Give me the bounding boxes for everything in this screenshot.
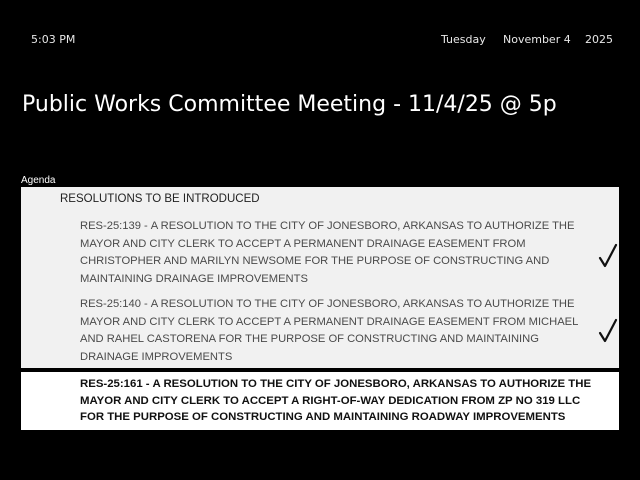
resolution-id: RES-25:161 — [80, 378, 143, 390]
item-separator: - — [143, 220, 148, 232]
current-agenda-item-panel — [21, 372, 619, 430]
clock-time: 5:03 PM — [31, 33, 76, 46]
calendar-date: November 4 — [503, 33, 571, 46]
item-separator: - — [145, 378, 150, 390]
checkmark-icon — [598, 318, 618, 344]
calendar-year: 2025 — [585, 33, 613, 46]
section-heading: RESOLUTIONS TO BE INTRODUCED — [60, 193, 260, 205]
agenda-item[interactable] — [80, 218, 580, 288]
agenda-label: Agenda — [21, 175, 56, 186]
resolution-text: A RESOLUTION TO THE CITY OF JONESBORO, ARKANSAS TO AUTHORIZE THE MAYOR AND CITY CLERK TO ACCEPT A RIGHT-OF-WAY DEDICATION FROM ZP NO 319 LLC FOR THE PURPOSE OF CONSTRUCTING AND MAINTAINING ROADWAY IMPROVEMENTS — [80, 378, 592, 423]
resolution-id: RES-25:140 — [80, 298, 141, 310]
item-separator: - — [143, 298, 148, 310]
resolution-text: A RESOLUTION TO THE CITY OF JONESBORO, ARKANSAS TO AUTHORIZE THE MAYOR AND CITY CLERK TO ACCEPT A PERMANENT DRAINAGE EASEMENT FROM CHRISTOPHER AND MARILYN NEWSOME FOR THE PURPOSE OF CONSTRUCTING AND MAINTAINING DRAINAGE IMPROVEMENTS — [80, 220, 575, 285]
current-agenda-item[interactable] — [80, 376, 605, 426]
checkmark-icon — [598, 243, 618, 269]
resolution-text: A RESOLUTION TO THE CITY OF JONESBORO, ARKANSAS TO AUTHORIZE THE MAYOR AND CITY CLERK TO ACCEPT A PERMANENT DRAINAGE EASEMENT FROM MICHAEL AND RAHEL CASTORENA FOR THE PURPOSE OF CONSTRUCTING AND MAINTAINING DRAINAGE IMPROVEMENTS — [80, 298, 578, 363]
resolution-id: RES-25:139 — [80, 220, 141, 232]
status-bar — [0, 33, 640, 49]
agenda-item[interactable] — [80, 296, 580, 366]
meeting-title: Public Works Committee Meeting - 11/4/25 @ 5p — [22, 92, 557, 117]
weekday: Tuesday — [441, 33, 486, 46]
agenda-panel — [21, 187, 619, 368]
